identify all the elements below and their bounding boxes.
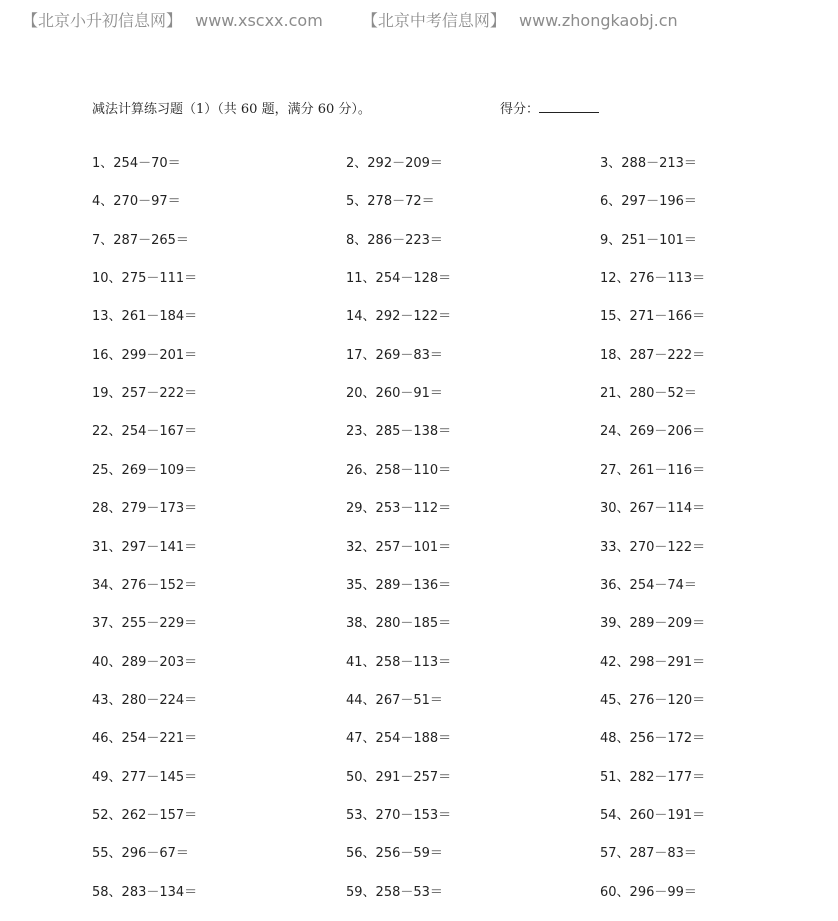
problem-item: 45、276－120＝ (600, 693, 706, 708)
site2-url[interactable]: www.zhongkaobj.cn (518, 11, 678, 30)
problem-item: 5、278－72＝ (346, 194, 435, 209)
problem-item: 17、269－83＝ (346, 348, 443, 363)
problem-item: 3、288－213＝ (600, 156, 697, 171)
problem-item: 16、299－201＝ (92, 348, 198, 363)
problem-item: 28、279－173＝ (92, 501, 198, 516)
problem-item: 24、269－206＝ (600, 424, 706, 439)
problem-item: 18、287－222＝ (600, 348, 706, 363)
problem-item: 26、258－110＝ (346, 463, 452, 478)
problem-item: 20、260－91＝ (346, 386, 443, 401)
problem-item: 22、254－167＝ (92, 424, 198, 439)
problem-item: 59、258－53＝ (346, 885, 443, 900)
problem-item: 6、297－196＝ (600, 194, 697, 209)
problem-item: 41、258－113＝ (346, 655, 452, 670)
problem-item: 38、280－185＝ (346, 616, 452, 631)
problem-item: 15、271－166＝ (600, 309, 706, 324)
problem-item: 31、297－141＝ (92, 540, 198, 555)
score-blank (539, 102, 599, 113)
problem-item: 14、292－122＝ (346, 309, 452, 324)
problem-item: 32、257－101＝ (346, 540, 452, 555)
problem-item: 52、262－157＝ (92, 808, 198, 823)
site1-url[interactable]: www.xscxx.com (195, 11, 323, 30)
problem-item: 44、267－51＝ (346, 693, 443, 708)
site1-name: 【北京小升初信息网】 (22, 11, 183, 30)
problem-item: 47、254－188＝ (346, 731, 452, 746)
problem-item: 37、255－229＝ (92, 616, 198, 631)
worksheet-title: 减法计算练习题（1）（共 60 题，满分 60 分）。 (92, 102, 371, 117)
problem-item: 60、296－99＝ (600, 885, 697, 900)
problem-item: 23、285－138＝ (346, 424, 452, 439)
problem-item: 35、289－136＝ (346, 578, 452, 593)
problem-item: 58、283－134＝ (92, 885, 198, 900)
problem-item: 29、253－112＝ (346, 501, 452, 516)
problem-item: 55、296－67＝ (92, 846, 189, 861)
score-label: 得分： (500, 102, 540, 117)
problem-item: 46、254－221＝ (92, 731, 198, 746)
problem-item: 40、289－203＝ (92, 655, 198, 670)
problem-item: 36、254－74＝ (600, 578, 697, 593)
problem-item: 4、270－97＝ (92, 194, 181, 209)
problem-item: 11、254－128＝ (346, 271, 452, 286)
problem-item: 51、282－177＝ (600, 770, 706, 785)
problem-item: 57、287－83＝ (600, 846, 697, 861)
page-header (22, 8, 828, 31)
problem-item: 12、276－113＝ (600, 271, 706, 286)
problem-item: 2、292－209＝ (346, 156, 443, 171)
problem-item: 25、269－109＝ (92, 463, 198, 478)
problem-item: 9、251－101＝ (600, 233, 697, 248)
problem-item: 33、270－122＝ (600, 540, 706, 555)
problem-item: 7、287－265＝ (92, 233, 189, 248)
problem-item: 1、254－70＝ (92, 156, 181, 171)
problem-item: 56、256－59＝ (346, 846, 443, 861)
problem-item: 34、276－152＝ (92, 578, 198, 593)
site2-name: 【北京中考信息网】 (361, 11, 506, 30)
problem-item: 42、298－291＝ (600, 655, 706, 670)
score-field (500, 98, 599, 117)
problem-item: 43、280－224＝ (92, 693, 198, 708)
problem-item: 19、257－222＝ (92, 386, 198, 401)
problem-item: 8、286－223＝ (346, 233, 443, 248)
problem-item: 27、261－116＝ (600, 463, 706, 478)
problem-item: 49、277－145＝ (92, 770, 198, 785)
problem-item: 54、260－191＝ (600, 808, 706, 823)
problem-item: 50、291－257＝ (346, 770, 452, 785)
problem-item: 13、261－184＝ (92, 309, 198, 324)
problem-item: 53、270－153＝ (346, 808, 452, 823)
problem-item: 48、256－172＝ (600, 731, 706, 746)
problem-item: 10、275－111＝ (92, 271, 198, 286)
problem-item: 30、267－114＝ (600, 501, 706, 516)
problem-item: 39、289－209＝ (600, 616, 706, 631)
problem-item: 21、280－52＝ (600, 386, 697, 401)
